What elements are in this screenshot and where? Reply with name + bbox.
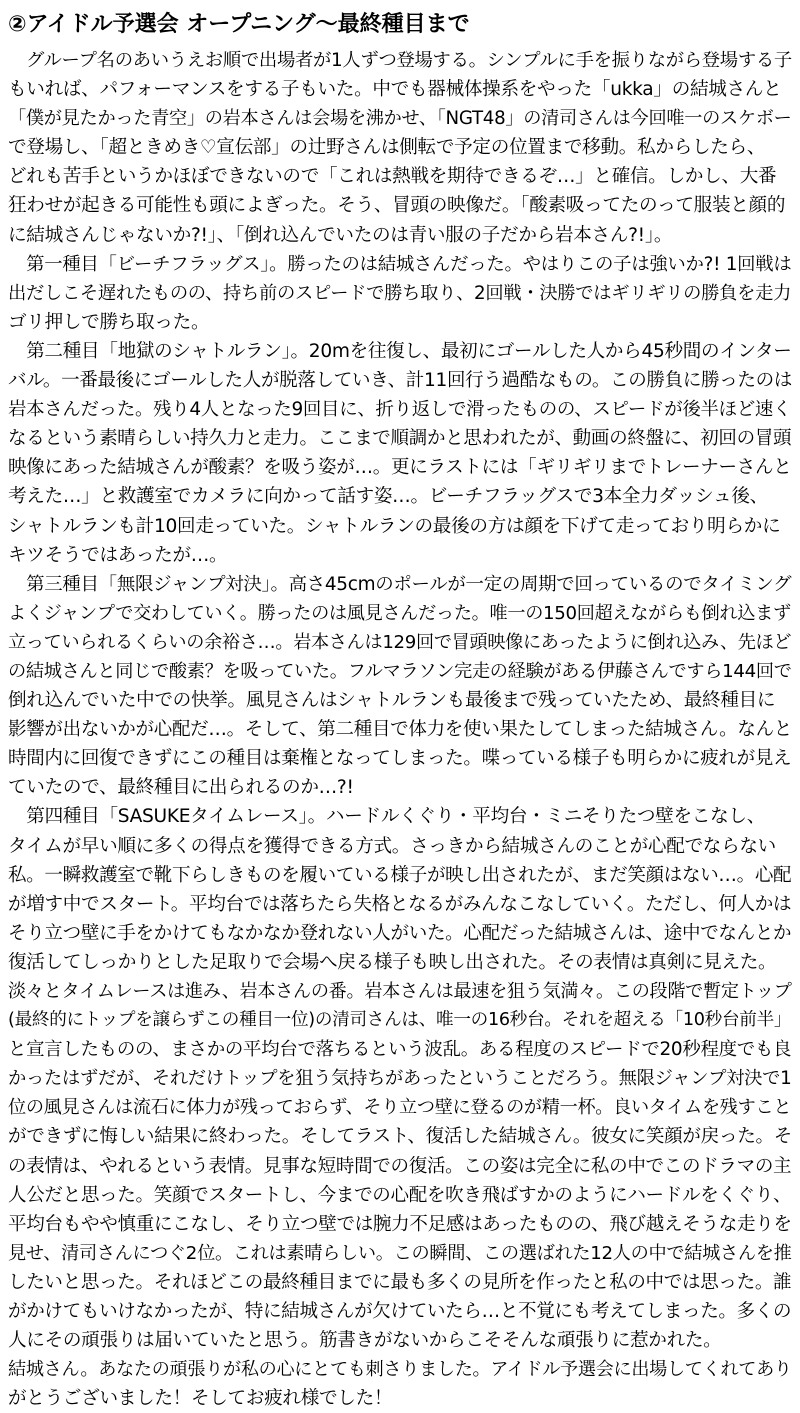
- text-line: 結城さん。あなたの頑張りが私の心にとても刺さりました。アイドル予選会に出場してくれてあり: [8, 1359, 792, 1381]
- text-line: 立っていられるくらいの余裕さ…。岩本さんは129回で冒頭映像にあったように倒れ込み、先ほど: [8, 631, 792, 653]
- text-line: 狂わせが起きる可能性も頭によぎった。そう、冒頭の映像だ。「酸素吸ってたのって服装と顔的: [8, 195, 786, 217]
- text-line: と宣言したものの、まさかの平均台で落ちるという波乱。ある程度のスピードで20秒程度でも良: [8, 1039, 792, 1061]
- text-line: 平均台もやや慎重にこなし、そり立つ壁では腕力不足感はあったものの、飛び越えそうな走りを: [8, 1213, 792, 1235]
- text-line: タイムが早い順に多くの得点を獲得できる方式。さっきから結城さんのことが心配でならない: [8, 835, 776, 857]
- text-line: 「僕が見たかった青空」の岩本さんは会場を沸かせ、「NGT48」の清司さんは今回唯一のスケボー: [8, 108, 792, 130]
- text-line: 淡々とタイムレースは進み、岩本さんの番。岩本さんは最速を狙う気満々。この段階で暫定トップ: [8, 981, 792, 1002]
- text-line: かったはずだが、それだけトップを狙う気持ちがあったということだろう。無限ジャンプ対決で1: [8, 1068, 792, 1090]
- article-title: ②アイドル予選会 オープニング〜最終種目まで: [8, 12, 470, 37]
- text-line: 出だしこそ遅れたものの、持ち前のスピードで勝ち取り、2回戦・決勝ではギリギリの勝負を走力: [8, 282, 792, 304]
- text-line: の結城さんと同じで酸素？を吸っていた。フルマラソン完走の経験がある伊藤さんですら144回で: [8, 660, 792, 682]
- text-line: 位の風見さんは流石に体力が残っておらず、そり立つ壁に登るのが精一杯。良いタイムを残すこと: [8, 1097, 792, 1119]
- text-line: ゴリ押しで勝ち取った。: [8, 311, 210, 333]
- text-line: がかけてもいけなかったが、特に結城さんが欠けていたら…と不覚にも考えてしまった。多くの: [8, 1301, 792, 1323]
- text-line: グループ名のあいうえお順で出場者が1人ずつ登場する。シンプルに手を振りながら登場する子: [8, 50, 792, 71]
- text-line: で登場し、「超ときめき♡宣伝部」の辻野さんは側転で予定の位置まで移動。私からしたら、: [8, 137, 766, 159]
- text-line: よくジャンプで交わしていく。勝ったのは風見さんだった。唯一の150回超えながらも倒れ込まず: [8, 602, 791, 624]
- text-line: バル。一番最後にゴールした人が脱落していき、計11回行う過酷なもの。この勝負に勝ったのは: [8, 370, 793, 392]
- text-line: 時間内に回復できずにこの種目は棄権となってしまった。喋っている様子も明らかに疲れが見え: [8, 748, 792, 770]
- text-line: シャトルランも計10回走っていた。シャトルランの最後の方は顔を下げて走っており明らかに: [8, 515, 781, 537]
- text-line: 考えた…」と救護室でカメラに向かって話す姿…。ビーチフラッグスで3本全力ダッシュ後、: [8, 486, 768, 508]
- text-line: 人公だと思った。笑顔でスタートし、今までの心配を吹き飛ばすかのようにハードルをくぐり、: [8, 1184, 792, 1206]
- text-line: がとうございました！そしてお疲れ様でした！: [8, 1388, 393, 1410]
- text-line: 第三種目「無限ジャンプ対決」。高さ45cmのポールが一定の周期で回っているのでタイミング: [8, 573, 792, 595]
- text-line: 第四種目「SASUKEタイムレース」。ハードルくぐり・平均台・ミニそりたつ壁をこなし、: [8, 806, 765, 828]
- text-line: 影響が出ないかが心配だ…。そして、第二種目で体力を使い果たしてしまった結城さん。なんと: [8, 719, 793, 741]
- text-line: なるという素晴らしい持久力と走力。ここまで順調かと思われたが、動画の終盤に、初回の冒頭: [8, 428, 792, 450]
- text-line: 映像にあった結城さんが酸素？を吸う姿が…。更にラストには「ギリギリまでトレーナーさんと: [8, 457, 792, 479]
- text-line: (最終的にトップを譲らずこの種目一位)の清司さんは、唯一の16秒台。それを超える「10秒台前半」: [8, 1010, 792, 1031]
- text-line: 見せ、清司さんにつぐ2位。これは素晴らしい。この瞬間、この選ばれた12人の中で結城さんを推: [8, 1242, 792, 1264]
- text-line: 倒れ込んでいた中での快挙。風見さんはシャトルランも最後まで残っていたため、最終種目に: [8, 690, 776, 712]
- text-line: もいれば、パフォーマンスをする子もいた。中でも器械体操系をやった「ukka」の結城さんと: [8, 79, 782, 101]
- text-line: そり立つ壁に手をかけてもなかなか登れない人がいた。心配だった結城さんは、途中でなんとか: [8, 922, 792, 944]
- text-line: したいと思った。それほどこの最終種目までに最も多くの見所を作ったと私の中では思った。誰: [8, 1271, 792, 1293]
- text-line: の表情は、やれるという表情。見事な短時間での復活。この姿は完全に私の中でこのドラマの主: [8, 1155, 792, 1177]
- text-line: に結城さんじゃないか?!」、「倒れ込んでいたのは青い服の子だから岩本さん?!」。: [8, 224, 673, 246]
- text-line: 私。一瞬救護室で靴下らしきものを履いている様子が映し出されたが、まだ笑顔はない…。心配: [8, 864, 792, 886]
- text-line: 復活してしっかりとした足取りで会場へ戻る様子も映し出された。その表情は真剣に見えた。: [8, 951, 777, 973]
- article-body: [8, 46, 792, 1413]
- text-line: キツそうではあったが…。: [8, 544, 228, 566]
- text-line: どれも苦手というかほぼできないので「これは熱戦を期待できるぞ…」と確信。しかし、大番: [8, 166, 777, 188]
- text-line: ができずに悔しい結果に終わった。そしてラスト、復活した結城さん。彼女に笑顔が戻った。そ: [8, 1126, 792, 1148]
- text-line: 第一種目「ビーチフラッグス」。勝ったのは結城さんだった。やはりこの子は強いか?! 1回戦は: [8, 253, 792, 275]
- text-line: が増す中でスタート。平均台では落ちたら失格となるがみんなこなしていく。ただし、何人かは: [8, 893, 792, 915]
- text-line: 第二種目「地獄のシャトルラン」。20mを往復し、最初にゴールした人から45秒間のインター: [8, 340, 792, 362]
- text-line: ていたので、最終種目に出られるのか…?!: [8, 777, 354, 799]
- text-line: 人にその頑張りは届いていたと思う。筋書きがないからこそそんな頑張りに惹かれた。: [8, 1330, 722, 1352]
- text-line: 岩本さんだった。残り4人となった9回目に、折り返しで滑ったものの、スピードが後半ほど速く: [8, 399, 792, 421]
